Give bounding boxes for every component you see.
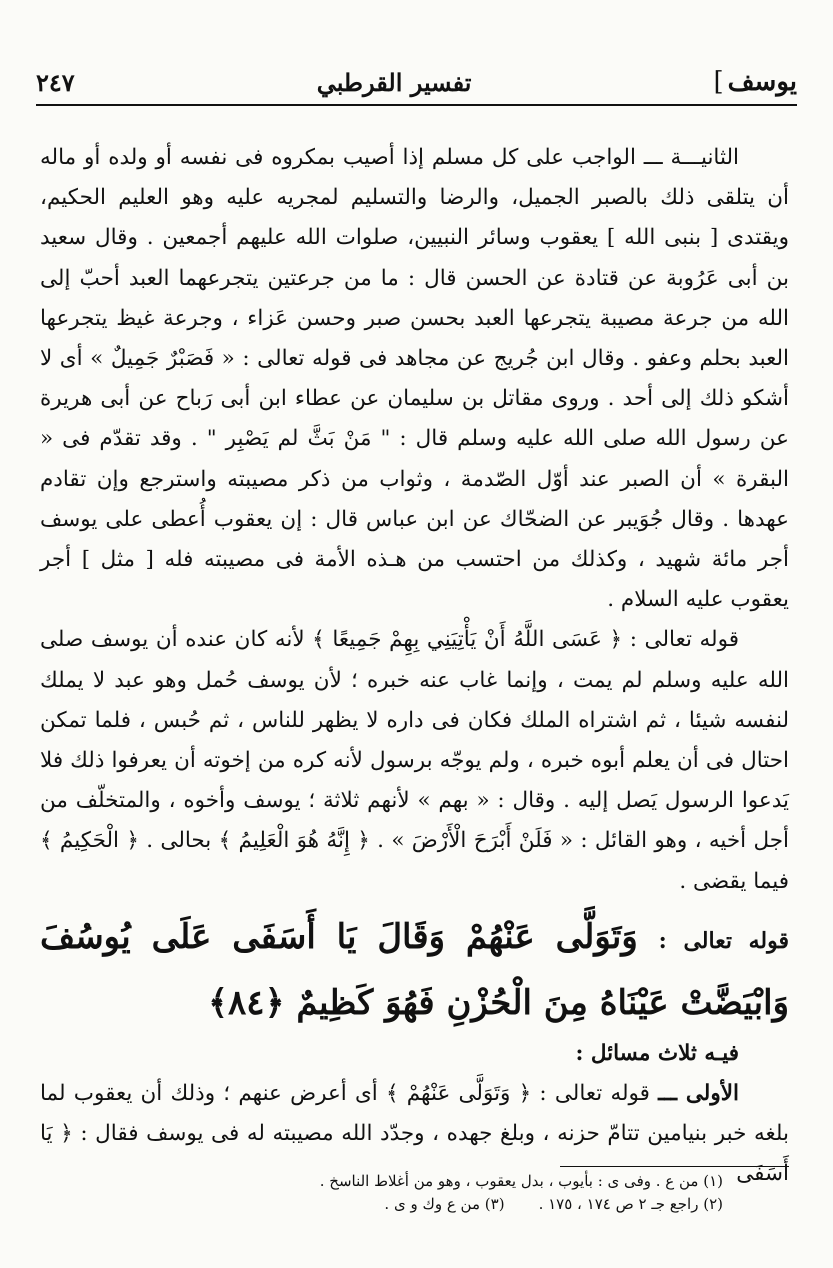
issues-intro: فيـه ثلاث مسائل : <box>575 1040 739 1066</box>
verse-lead: قوله تعالى : <box>658 927 790 954</box>
verse-text: وَتَوَلَّى عَنْهُمْ وَقَالَ يَا أَسَفَى عَلَى يُوسُفَ وَابْيَضَّتْ عَيْنَاهُ مِنَ الْحُزْنِ فَهُوَ كَظِيمٌ ﴿٨٤﴾ <box>40 916 789 1023</box>
page-number: ٢٤٧ <box>36 67 75 97</box>
page-header <box>36 60 797 104</box>
chapter-label: يوسف <box>727 67 797 97</box>
footnote-row-2 <box>100 1193 723 1216</box>
first-issue-text: قوله تعالى : ﴿ وَتَوَلَّى عَنْهُمْ ﴾ أى أعرض عنهم ؛ وذلك أن يعقوب لما بلغه خبر بنيامين تتامّ حزنه ، وبلغ جهده ، وجدّد الله مصيبته له فى يوسف فقال : ﴿ يَا أَسَفَى <box>40 1081 789 1187</box>
footnote-3: (٣) من ع وك و ى . <box>384 1195 505 1213</box>
footnote-1: (١) من ع . وفى ى : بأيوب ، بدل يعقوب ، وهو من أغلاط الناسخ . <box>319 1172 723 1190</box>
first-issue-lead: الأولى ـــ <box>658 1081 739 1107</box>
paragraph-commentary: قوله تعالى : ﴿ عَسَى اللَّهُ أَنْ يَأْتِيَنِي بِهِمْ جَمِيعًا ﴾ لأنه كان عنده أن يوسف صلى الله عليه وسلم لم يمت ، وإنما غاب عنه خبره ؛ لأن يوسف حُمل وهو عبد لا يملك لنفسه شيئا ، ثم اشتراه الملك فكان فى داره لا يظهر للناس ، ثم حُبس ، فلما تمكن احتال فى أن يعلم أبوه خبره ، ولم يوجّه برسول لأنه كره من إخوته أن يعرفوا ذلك فلا يَدعوا الرسول يَصل إليه . وقال : « بهم » لأنهم ثلاثة ؛ يوسف وأخوه ، والمتخلّف من أجل أخيه ، وهو القائل : « فَلَنْ أَبْرَحَ الْأَرْضَ » . ﴿ إِنَّهُ هُوَ الْعَلِيمُ ﴾ بحالى . ﴿ الْحَكِيمُ ﴾ فيما يقضى . <box>40 627 789 894</box>
book-title: تفسير القرطبي <box>316 67 472 97</box>
paragraph-second-issue: الثانيـــة ـــ الواجب على كل مسلم إذا أصيب بمكروه فى نفسه أو ولده أو ماله أن يتلقى ذلك بالصبر الجميل، والرضا والتسليم لمجريه عليه وهو العليم الحكيم، ويقتدى [ بنبى الله ] يعقوب وسائر النبيين، صلوات الله عليهم أجمعين . وقال سعيد بن أبى عَرُوبة عن قتادة عن الحسن قال : ما من جرعتين يتجرعهما العبد أحبّ إلى الله من جرعة مصيبة يتجرعها العبد بحسن صبر وحسن عَزاء ، وجرعة غيظ يتجرعها العبد بحلم وعفو . وقال ابن جُريج عن مجاهد فى قوله تعالى : « فَصَبْرٌ جَمِيلٌ » أى لا أشكو ذلك إلى أحد . وروى مقاتل بن سليمان عن عطاء ابن أبى رَباح عن أبى هريرة عن رسول الله صلى الله عليه وسلم قال : " مَنْ بَثَّ لم يَصْبِر " . وقد تقدّم فى « البقرة » أن الصبر عند أوّل الصّدمة ، وثواب من ذكر مصيبته واسترجع وإن تقادم عهدها . وقال جُوَيبر عن الضحّاك عن ابن عباس قال : إن يعقوب أُعطى على يوسف أجر مائة شهيد ، وكذلك من احتسب من هـذه الأمة فى مصيبته فله [ مثل ] أجر يعقوب عليه السلام . <box>40 145 789 613</box>
footnote-2: (٢) راجع جـ ٢ ص ١٧٤ ، ١٧٥ . <box>538 1195 723 1213</box>
footnotes <box>100 1170 723 1216</box>
header-rule <box>36 104 797 106</box>
chapter-name <box>713 67 797 97</box>
footnote-separator <box>560 1166 789 1167</box>
quran-verse <box>40 906 789 1034</box>
main-text <box>40 138 789 1195</box>
chapter-bracket: ] <box>713 67 724 97</box>
